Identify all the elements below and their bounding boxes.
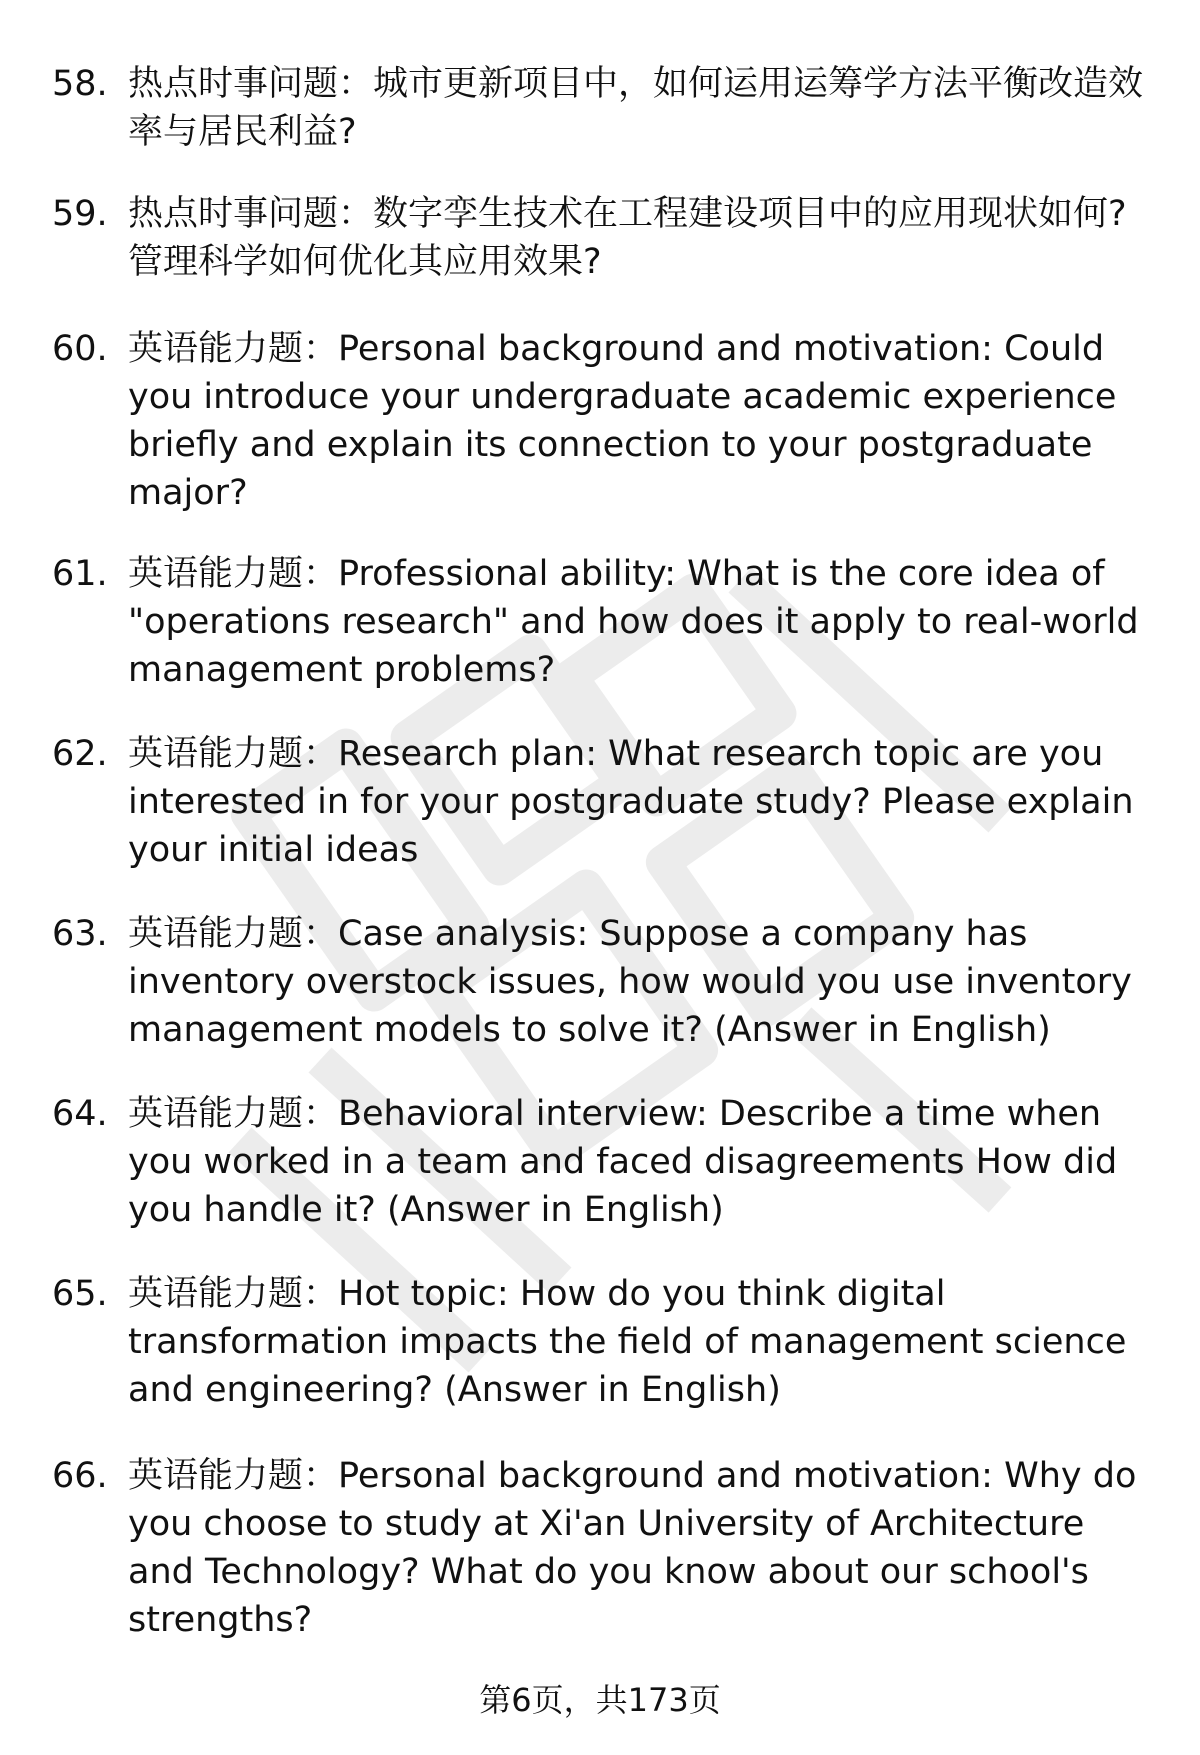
list-item <box>52 910 1152 1054</box>
question-text: 热点时事问题：数字孪生技术在工程建设项目中的应用现状如何? 管理科学如何优化其应用效果? <box>128 194 1127 282</box>
list-item <box>52 730 1152 874</box>
list-item <box>52 60 1152 156</box>
question-text: 英语能力题：Behavioral interview: Describe a time when you worked in a team and faced disagreements How did you handle it? (Answer in English) <box>128 1094 1118 1230</box>
page-number-footer: 第6页，共173页 <box>479 1681 721 1719</box>
question-text: 英语能力题：Personal background and motivation: Why do you choose to study at Xi'an University of Architecture and Technology? What do you know about our school's strengths? <box>128 1456 1137 1640</box>
question-number: 60. <box>52 329 108 369</box>
question-number: 63. <box>52 914 108 954</box>
question-number: 62. <box>52 734 108 774</box>
question-text: 英语能力题：Personal background and motivation: Could you introduce your undergraduate academic experience briefly and explain its connection to your postgraduate major? <box>128 329 1117 513</box>
question-number: 66. <box>52 1456 108 1496</box>
question-text: 英语能力题：Case analysis: Suppose a company has inventory overstock issues, how would you use inventory management models to solve it? (Answer in English) <box>128 914 1132 1050</box>
question-text: 英语能力题：Research plan: What research topic are you interested in for your postgraduate study? Please explain your initial ideas <box>128 734 1134 870</box>
list-item <box>52 1270 1152 1414</box>
list-item <box>52 550 1152 694</box>
question-number: 61. <box>52 554 108 594</box>
question-text: 热点时事问题：城市更新项目中，如何运用运筹学方法平衡改造效率与居民利益? <box>128 64 1144 152</box>
question-number: 59. <box>52 194 108 234</box>
list-item <box>52 1452 1152 1644</box>
list-item <box>52 190 1152 286</box>
question-number: 58. <box>52 64 108 104</box>
question-number: 64. <box>52 1094 108 1134</box>
question-number: 65. <box>52 1274 108 1314</box>
question-text: 英语能力题：Hot topic: How do you think digital transformation impacts the field of management science and engineering? (Answer in English) <box>128 1274 1127 1410</box>
question-text: 英语能力题：Professional ability: What is the core idea of "operations research" and how does it apply to real-world management problems? <box>128 554 1139 690</box>
list-item <box>52 1090 1152 1234</box>
list-item <box>52 325 1152 517</box>
